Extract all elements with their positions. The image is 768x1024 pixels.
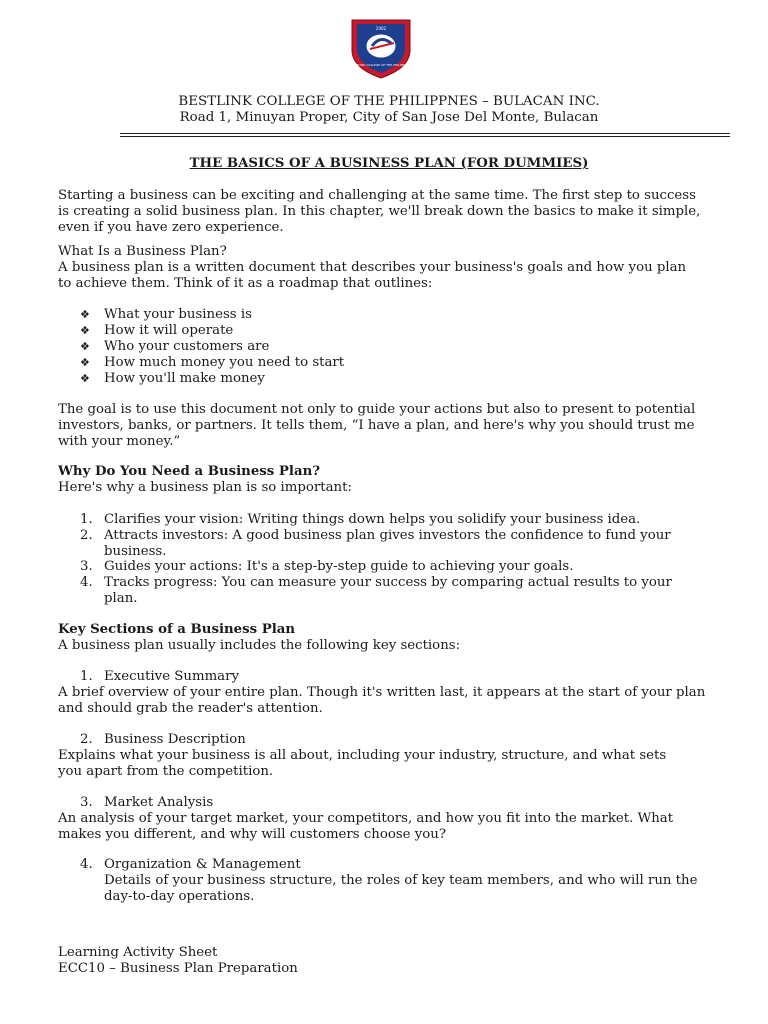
what-is-section	[58, 244, 722, 292]
diamond-bullet-icon: ❖	[80, 324, 90, 337]
what-is-heading: What Is a Business Plan?	[58, 244, 227, 259]
intro-line: even if you have zero experience.	[58, 220, 284, 235]
goal-line: with your money.”	[58, 434, 181, 449]
footer-line: ECC10 – Business Plan Preparation	[58, 961, 298, 976]
list-item: ❖ How it will operate	[80, 323, 234, 338]
bullet-list	[80, 307, 344, 387]
section-title: 1. Executive Summary	[80, 669, 239, 684]
diamond-bullet-icon: ❖	[80, 356, 90, 369]
footer	[58, 945, 298, 977]
section-title: 3. Market Analysis	[80, 795, 214, 810]
intro-line: is creating a solid business plan. In this chapter, we'll break down the basics to make it simple,	[58, 204, 701, 219]
key-sections-heading: Key Sections of a Business Plan	[58, 622, 296, 637]
what-is-line: to achieve them. Think of it as a roadmap that outlines:	[58, 276, 433, 291]
intro-line: Starting a business can be exciting and challenging at the same time. The first step to success	[58, 188, 696, 203]
key-sections-lead: A business plan usually includes the following key sections:	[58, 638, 461, 653]
logo-text: BESTLINK COLLEGE OF THE PHILIPPINES	[350, 63, 412, 67]
section-title: 4. Organization & Management	[80, 857, 301, 872]
section-description: Details of your business structure, the roles of key team members, and who will run the day-to-day operations.	[104, 873, 698, 904]
section-title: 2. Business Description	[80, 732, 246, 747]
institution-address: Road 1, Minuyan Proper, City of San Jose Del Monte, Bulacan	[179, 110, 599, 125]
list-item: ❖ What your business is	[80, 307, 252, 322]
college-crest-shield-icon	[348, 16, 414, 80]
document-title: THE BASICS OF A BUSINESS PLAN (FOR DUMMIES)	[189, 156, 589, 171]
diamond-bullet-icon: ❖	[80, 340, 90, 353]
why-heading: Why Do You Need a Business Plan?	[58, 464, 321, 479]
why-lead: Here's why a business plan is so important:	[58, 480, 352, 495]
list-item: ❖ How you'll make money	[80, 371, 265, 386]
intro-paragraph	[58, 188, 722, 236]
why-section	[58, 464, 722, 496]
what-is-line: A business plan is a written document that describes your business's goals and how you plan	[58, 260, 687, 275]
key-sections	[58, 622, 722, 654]
goal-line: investors, banks, or partners. It tells them, “I have a plan, and here's why you should trust me	[58, 418, 695, 433]
footer-line: Learning Activity Sheet	[58, 945, 218, 960]
section-description: A brief overview of your entire plan. Though it's written last, it appears at the start of your plan and should grab the reader's attention.	[58, 685, 706, 716]
section-description: Explains what your business is all about, including your industry, structure, and what sets you apart from the competition.	[58, 748, 667, 779]
list-item: ❖ Who your customers are	[80, 339, 270, 354]
diamond-bullet-icon: ❖	[80, 308, 90, 321]
list-item: ❖ How much money you need to start	[80, 355, 345, 370]
institution-name: BESTLINK COLLEGE OF THE PHILIPPNES – BULACAN INC.	[178, 94, 600, 109]
goal-line: The goal is to use this document not only to guide your actions but also to present to potential	[58, 402, 696, 417]
document-page: 2002 BESTLINK COLLEGE OF THE PHILIPPINES BESTLINK COLLEGE OF THE PHILIPPNES – BULACAN INC. Road 1, Minuyan Proper, City of San Jose Del Monte, Bulacan THE BASICS OF A BUSINESS PLAN (FOR DUMMIES) Starting a business can be exciting and challenging at the same time. The first step to success is creating a solid business plan. In this chapter, we'll break down the basics to make it simple, even if you have zero experience. What Is a Business Plan? A business plan is a written document that describes your business's goals and how you plan to achieve them. Think of it as a roadmap that outlines: ❖ What your business is ❖ How it will operate ❖ Who your customers are ❖ How much money you need to start ❖ How you'll make money The goal is to use this document not only to guide your actions but also to present to potential investors, banks, or partners. It tells them, “I have a plan, and here's why you should trust me with your money.” Why Do You Need a Business Plan? Here's why a business plan is so important: 1. Clarifies your vision: Writing things down helps you solidify your business idea. 2. Attracts investors: A good business plan gives investors the confidence to fund your business. 3. Guides your actions: It's a step-by-step guide to achieving your goals. 4. Tracks progress: You can measure your success by comparing actual results to your plan. Key Sections of a Business Plan A business plan usually includes the following key sections: 1. Executive Summary A brief overview of your entire plan. Though it's written last, it appears at the start of your plan and should grab the reader's attention. 2. Business Description Explains what your business is all about, including your industry, structure, and what sets you apart from the competition. 3. Market Analysis An analysis of your target market, your competitors, and how you fit into the market. What makes you different, and why will customers choose you? 4. Organization & Management Details of your business structure, the roles of key team members, and who will run the day-to-day operations. Learning Activity Sheet ECC10 – Business Plan Preparation	[0, 0, 768, 1024]
goal-paragraph	[58, 402, 722, 450]
section-description: An analysis of your target market, your competitors, and how you fit into the market. What makes you different, and why will customers choose you?	[58, 811, 674, 842]
logo-year: 2002	[375, 26, 387, 31]
diamond-bullet-icon: ❖	[80, 372, 90, 385]
header-rule-bottom	[120, 136, 730, 137]
header-rule-top	[120, 133, 730, 134]
